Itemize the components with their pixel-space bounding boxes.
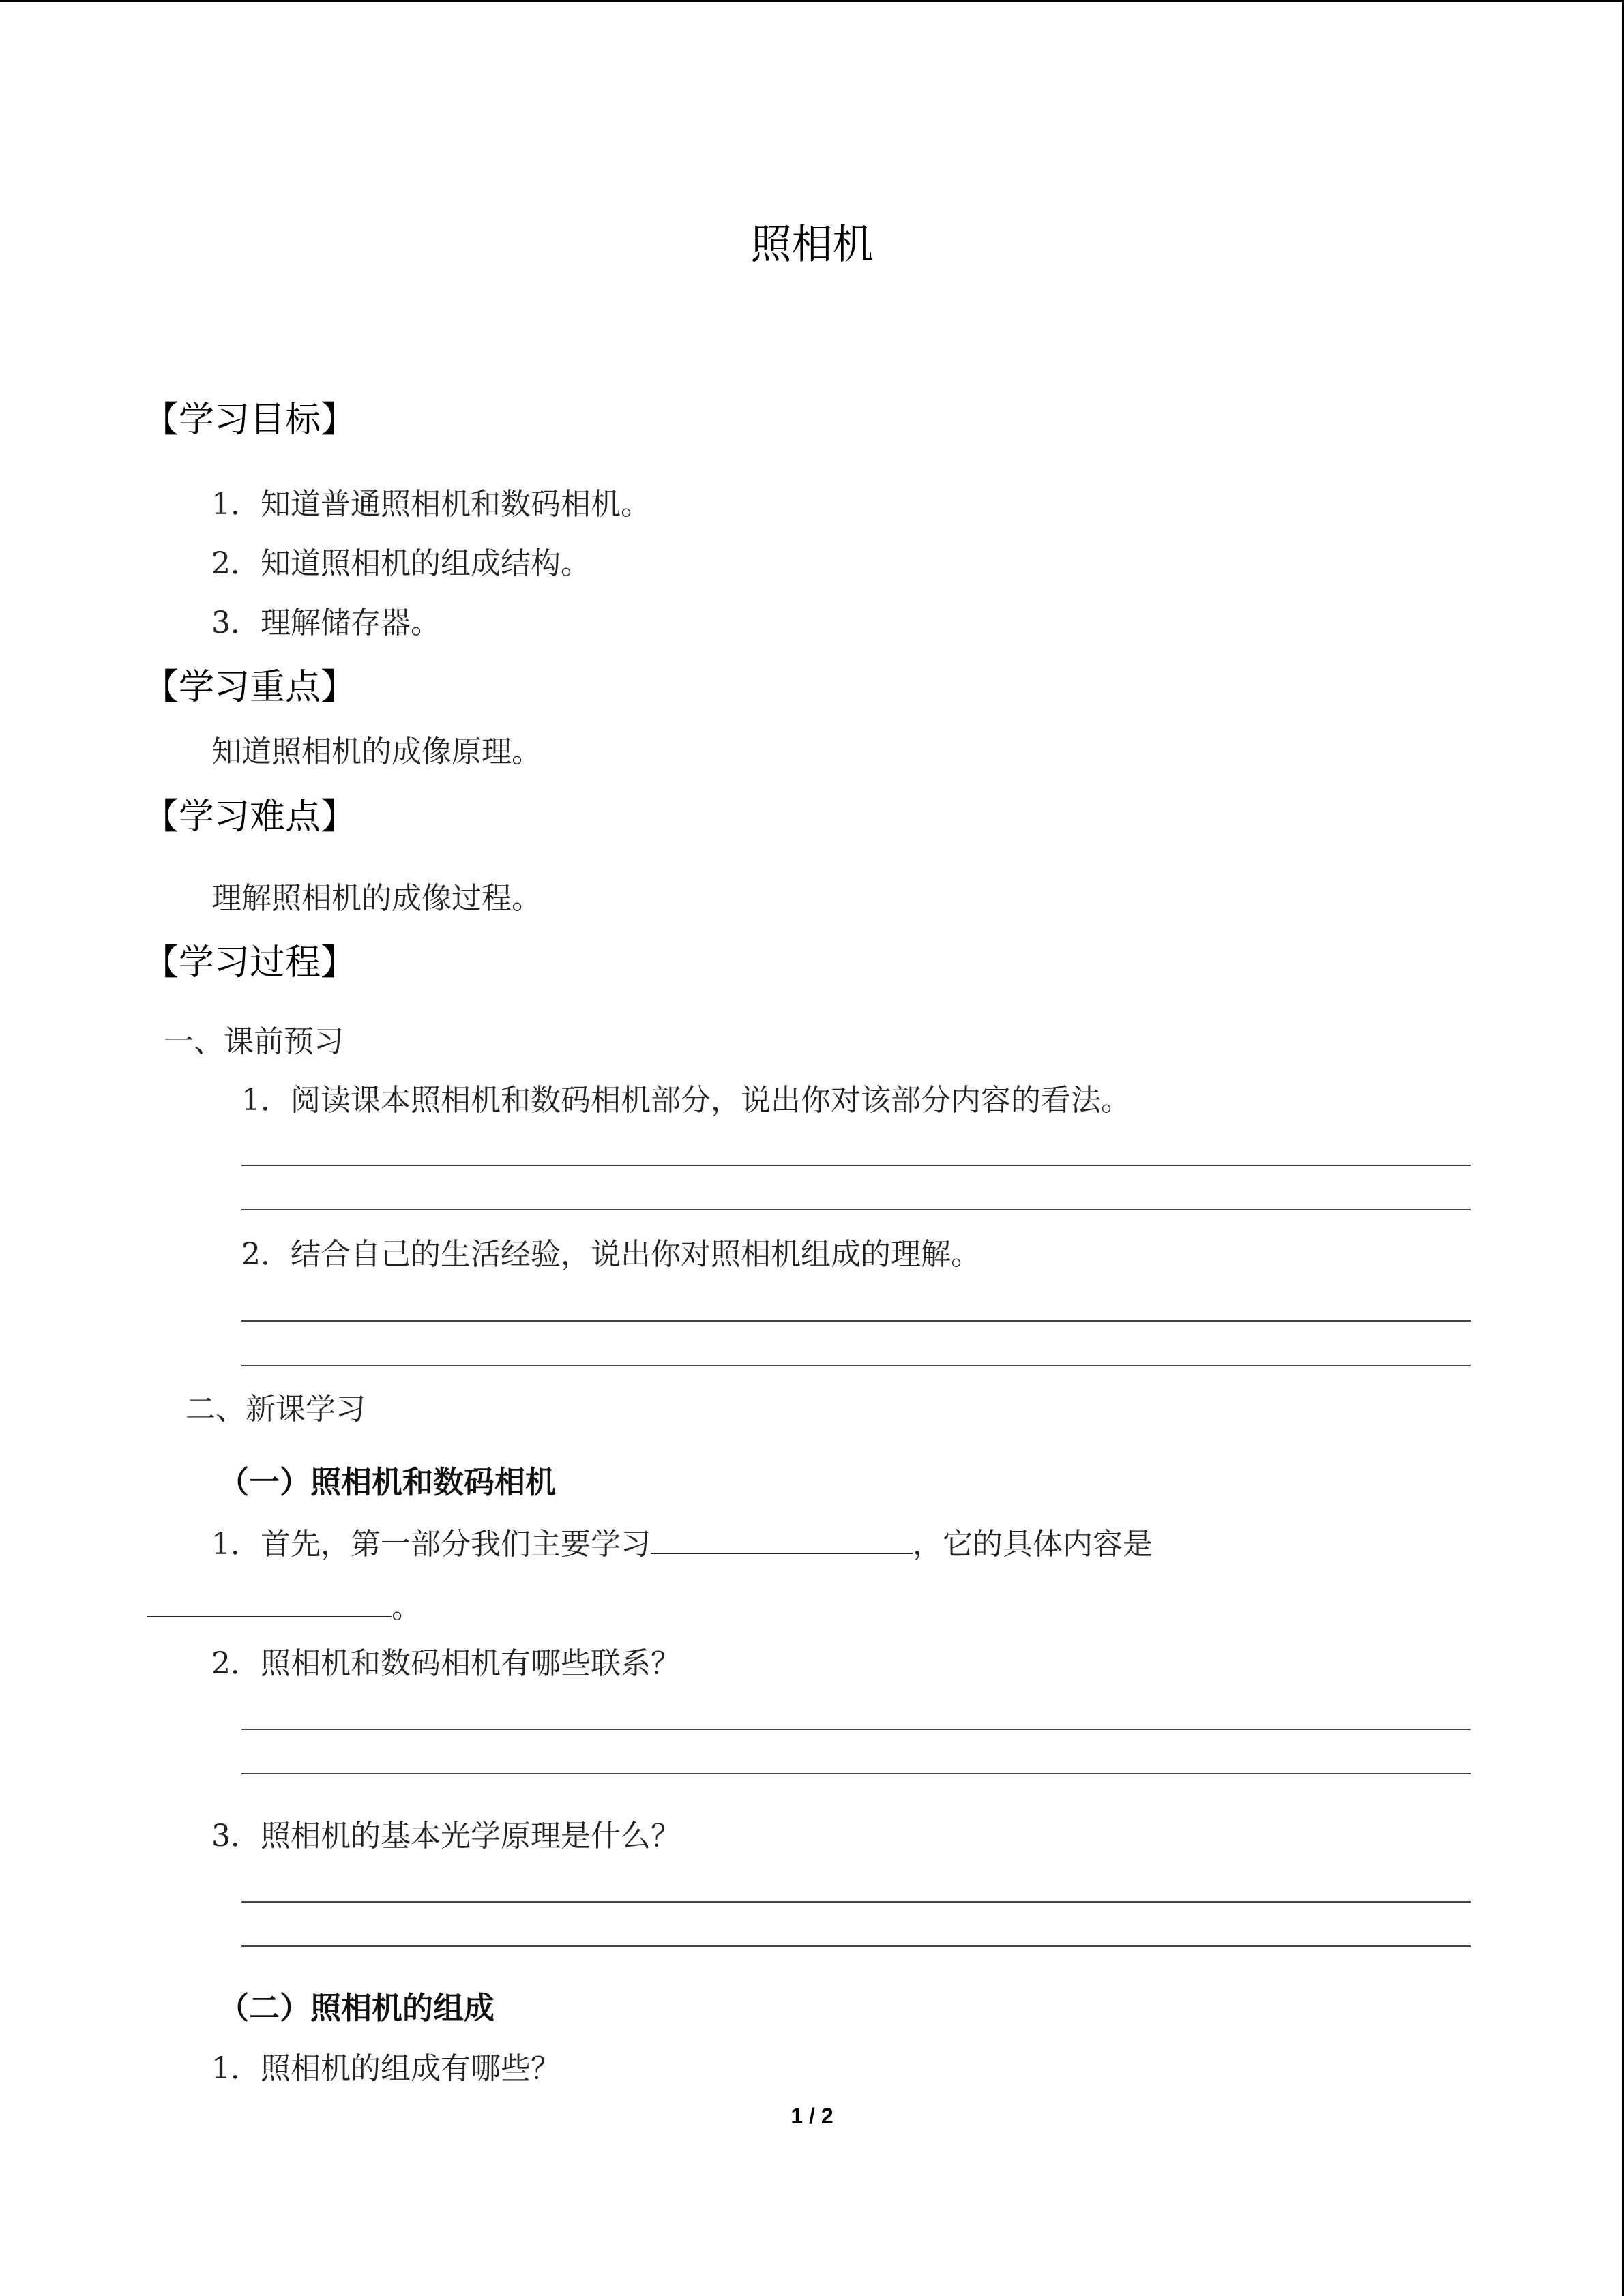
fill-in-prefix: 1．首先，第一部分我们主要学习 [211, 1527, 651, 1562]
fill-in-blank[interactable] [147, 1587, 392, 1617]
key-points-text: 知道照相机的成像原理。 [211, 734, 542, 769]
page-number: 1 / 2 [791, 2104, 833, 2128]
answer-line[interactable] [241, 1901, 1471, 1903]
answer-line[interactable] [241, 1729, 1471, 1730]
fill-in-blank[interactable] [651, 1524, 913, 1554]
subsection-heading-2: （二）照相机的组成 [218, 1990, 495, 2026]
new-lesson-question-2: 2．照相机和数码相机有哪些联系？ [211, 1646, 681, 1681]
subsection-heading-1: （一）照相机和数码相机 [218, 1464, 557, 1500]
answer-line[interactable] [241, 1945, 1471, 1947]
goal-item-3: 3．理解储存器。 [211, 606, 441, 640]
page-title: 照相机 [750, 221, 874, 269]
fill-in-middle: ，它的具体内容是 [913, 1527, 1153, 1562]
answer-line[interactable] [241, 1209, 1471, 1210]
difficulties-text: 理解照相机的成像过程。 [211, 881, 542, 916]
fill-in-end: 。 [392, 1590, 422, 1625]
section-heading-process: 【学习过程】 [143, 942, 357, 983]
answer-line[interactable] [241, 1773, 1471, 1774]
goal-item-2: 2．知道照相机的组成结构。 [211, 546, 591, 581]
part1-question-2: 2．结合自己的生活经验，说出你对照相机组成的理解。 [241, 1237, 981, 1272]
part1-label: 一、课前预习 [164, 1024, 344, 1059]
section-heading-goals: 【学习目标】 [143, 400, 357, 441]
answer-line[interactable] [241, 1365, 1471, 1366]
answer-line[interactable] [241, 1165, 1471, 1166]
fill-in-question-1 [211, 1519, 1153, 1563]
section-heading-key-points: 【学习重点】 [143, 667, 357, 708]
goal-item-1: 1．知道普通照相机和数码相机。 [211, 487, 651, 522]
section-heading-difficulties: 【学习难点】 [143, 796, 357, 837]
composition-question-1: 1．照相机的组成有哪些？ [211, 2051, 561, 2086]
new-lesson-question-3: 3．照相机的基本光学原理是什么？ [211, 1819, 681, 1853]
part2-label: 二、新课学习 [186, 1392, 366, 1427]
fill-in-question-1-cont [147, 1583, 422, 1626]
answer-line[interactable] [241, 1320, 1471, 1322]
part1-question-1: 1．阅读课本照相机和数码相机部分，说出你对该部分内容的看法。 [241, 1083, 1131, 1118]
